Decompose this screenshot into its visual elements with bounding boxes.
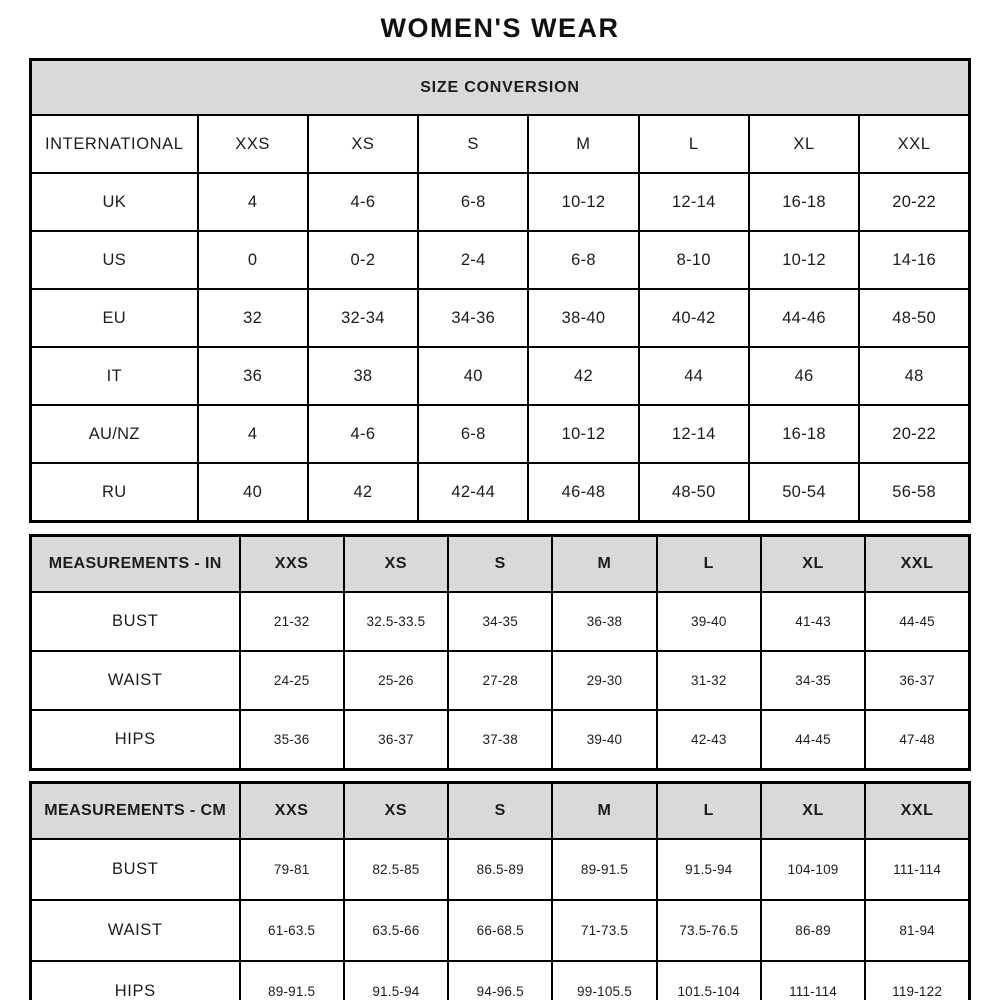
value-cell: 99-105.5 [552, 961, 656, 1000]
value-cell: 41-43 [761, 592, 865, 651]
value-cell: 39-40 [552, 710, 656, 770]
value-cell: 73.5-76.5 [657, 900, 761, 961]
row-label: UK [31, 173, 198, 231]
size-conversion-title: SIZE CONVERSION [31, 60, 970, 116]
table-row [31, 405, 970, 463]
value-cell: 34-36 [418, 289, 528, 347]
measurements-in-table [29, 534, 971, 771]
size-column-header: L [657, 783, 761, 840]
value-cell: 39-40 [657, 592, 761, 651]
value-cell: 81-94 [865, 900, 969, 961]
value-cell: 20-22 [859, 405, 969, 463]
value-cell: 0 [198, 231, 308, 289]
value-cell: 111-114 [761, 961, 865, 1000]
value-cell: 56-58 [859, 463, 969, 522]
value-cell: 86-89 [761, 900, 865, 961]
value-cell: 40-42 [639, 289, 749, 347]
size-column-header: XXS [198, 115, 308, 173]
size-column-header: L [639, 115, 749, 173]
table-header-band-row [31, 60, 970, 116]
value-cell: 48-50 [639, 463, 749, 522]
value-cell: 4 [198, 405, 308, 463]
value-cell: 34-35 [761, 651, 865, 710]
row-label: EU [31, 289, 198, 347]
value-cell: 12-14 [639, 173, 749, 231]
row-label: WAIST [31, 651, 240, 710]
value-cell: 42 [308, 463, 418, 522]
table-column-header-row [31, 536, 970, 593]
value-cell: 71-73.5 [552, 900, 656, 961]
table-row [31, 592, 970, 651]
value-cell: 4 [198, 173, 308, 231]
value-cell: 42 [528, 347, 638, 405]
table-column-header-row [31, 783, 970, 840]
size-column-header: XL [761, 783, 865, 840]
row-label: HIPS [31, 710, 240, 770]
value-cell: 46-48 [528, 463, 638, 522]
value-cell: 111-114 [865, 839, 969, 900]
value-cell: 63.5-66 [344, 900, 448, 961]
value-cell: 32.5-33.5 [344, 592, 448, 651]
row-label: RU [31, 463, 198, 522]
value-cell: 34-35 [448, 592, 552, 651]
measurements-cm-body [31, 839, 970, 1000]
table-row [31, 231, 970, 289]
value-cell: 40 [418, 347, 528, 405]
value-cell: 50-54 [749, 463, 859, 522]
value-cell: 38 [308, 347, 418, 405]
measurements-cm-header: MEASUREMENTS - CM [31, 783, 240, 840]
value-cell: 6-8 [528, 231, 638, 289]
measurements-cm-table [29, 781, 971, 1000]
size-column-header: XL [761, 536, 865, 593]
value-cell: 29-30 [552, 651, 656, 710]
table-row [31, 463, 970, 522]
size-column-header: S [448, 536, 552, 593]
measurements-in-body [31, 592, 970, 770]
value-cell: 10-12 [528, 405, 638, 463]
size-column-header: M [528, 115, 638, 173]
size-conversion-body [31, 173, 970, 522]
value-cell: 86.5-89 [448, 839, 552, 900]
table-row [31, 961, 970, 1000]
value-cell: 47-48 [865, 710, 969, 770]
value-cell: 32-34 [308, 289, 418, 347]
value-cell: 101.5-104 [657, 961, 761, 1000]
value-cell: 48-50 [859, 289, 969, 347]
value-cell: 12-14 [639, 405, 749, 463]
value-cell: 31-32 [657, 651, 761, 710]
value-cell: 6-8 [418, 405, 528, 463]
value-cell: 82.5-85 [344, 839, 448, 900]
row-label: HIPS [31, 961, 240, 1000]
value-cell: 46 [749, 347, 859, 405]
table-column-header-row [31, 115, 970, 173]
value-cell: 10-12 [528, 173, 638, 231]
size-column-header: XS [344, 536, 448, 593]
value-cell: 14-16 [859, 231, 969, 289]
size-column-header: XXL [859, 115, 969, 173]
value-cell: 89-91.5 [552, 839, 656, 900]
value-cell: 36-37 [865, 651, 969, 710]
size-conversion-table [29, 58, 971, 523]
table-row [31, 289, 970, 347]
row-label: WAIST [31, 900, 240, 961]
row-label: US [31, 231, 198, 289]
size-column-header: XL [749, 115, 859, 173]
row-label: BUST [31, 839, 240, 900]
row-label: IT [31, 347, 198, 405]
row-label: AU/NZ [31, 405, 198, 463]
size-column-header: L [657, 536, 761, 593]
table-row [31, 173, 970, 231]
value-cell: 25-26 [344, 651, 448, 710]
value-cell: 48 [859, 347, 969, 405]
value-cell: 32 [198, 289, 308, 347]
value-cell: 40 [198, 463, 308, 522]
value-cell: 61-63.5 [240, 900, 344, 961]
value-cell: 8-10 [639, 231, 749, 289]
table-row [31, 839, 970, 900]
size-column-header: M [552, 783, 656, 840]
value-cell: 42-43 [657, 710, 761, 770]
international-header: INTERNATIONAL [31, 115, 198, 173]
table-row [31, 710, 970, 770]
size-column-header: M [552, 536, 656, 593]
value-cell: 38-40 [528, 289, 638, 347]
value-cell: 119-122 [865, 961, 969, 1000]
value-cell: 36-38 [552, 592, 656, 651]
value-cell: 89-91.5 [240, 961, 344, 1000]
size-column-header: XS [344, 783, 448, 840]
value-cell: 6-8 [418, 173, 528, 231]
value-cell: 4-6 [308, 173, 418, 231]
value-cell: 24-25 [240, 651, 344, 710]
value-cell: 91.5-94 [657, 839, 761, 900]
value-cell: 94-96.5 [448, 961, 552, 1000]
value-cell: 27-28 [448, 651, 552, 710]
value-cell: 2-4 [418, 231, 528, 289]
size-column-header: XXL [865, 536, 969, 593]
size-column-header: S [418, 115, 528, 173]
measurements-in-header: MEASUREMENTS - IN [31, 536, 240, 593]
table-row [31, 651, 970, 710]
value-cell: 35-36 [240, 710, 344, 770]
size-column-header: XS [308, 115, 418, 173]
size-column-header: XXS [240, 783, 344, 840]
value-cell: 44-46 [749, 289, 859, 347]
value-cell: 44-45 [761, 710, 865, 770]
value-cell: 42-44 [418, 463, 528, 522]
value-cell: 10-12 [749, 231, 859, 289]
value-cell: 44-45 [865, 592, 969, 651]
value-cell: 16-18 [749, 405, 859, 463]
value-cell: 20-22 [859, 173, 969, 231]
page-title: WOMEN'S WEAR [380, 13, 620, 43]
size-column-header: XXS [240, 536, 344, 593]
table-row [31, 347, 970, 405]
value-cell: 4-6 [308, 405, 418, 463]
value-cell: 44 [639, 347, 749, 405]
value-cell: 36 [198, 347, 308, 405]
value-cell: 36-37 [344, 710, 448, 770]
size-column-header: S [448, 783, 552, 840]
value-cell: 104-109 [761, 839, 865, 900]
value-cell: 79-81 [240, 839, 344, 900]
value-cell: 91.5-94 [344, 961, 448, 1000]
value-cell: 21-32 [240, 592, 344, 651]
row-label: BUST [31, 592, 240, 651]
value-cell: 66-68.5 [448, 900, 552, 961]
value-cell: 37-38 [448, 710, 552, 770]
size-column-header: XXL [865, 783, 969, 840]
table-row [31, 900, 970, 961]
value-cell: 16-18 [749, 173, 859, 231]
value-cell: 0-2 [308, 231, 418, 289]
